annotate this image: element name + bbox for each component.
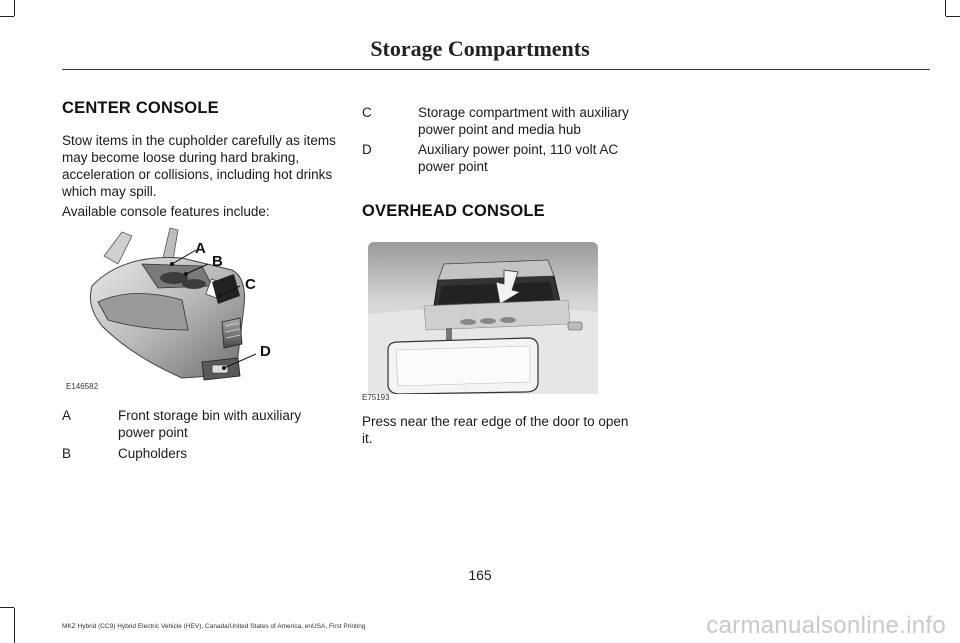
figure-code-e75193: E75193 bbox=[362, 393, 390, 402]
callout-c: C bbox=[245, 276, 256, 293]
crop-mark-bottom-left-v bbox=[14, 608, 15, 643]
page-header-title: Storage Compartments bbox=[370, 36, 590, 61]
crop-mark-top-left-h bbox=[0, 16, 14, 17]
legend-row-b bbox=[62, 445, 342, 462]
figure-code-e146582: E146582 bbox=[66, 382, 99, 391]
legend-row-a bbox=[62, 407, 342, 441]
overhead-console-illustration bbox=[368, 242, 598, 394]
legend-description: Auxiliary power point, 110 volt AC power point bbox=[418, 142, 619, 174]
center-console-heading: CENTER CONSOLE bbox=[62, 99, 219, 117]
crop-mark-top-left-v bbox=[14, 0, 15, 16]
legend-letter: C bbox=[362, 105, 372, 120]
overhead-console-drawing bbox=[368, 242, 598, 394]
watermark-text[interactable]: carmanualsonline.info bbox=[706, 612, 946, 639]
center-console-drawing bbox=[62, 226, 337, 396]
legend-row-d bbox=[362, 141, 642, 175]
crop-mark-top-right-v bbox=[945, 0, 946, 16]
callout-b: B bbox=[212, 253, 223, 270]
header-rule bbox=[62, 69, 930, 70]
crop-mark-bottom-left-h bbox=[0, 607, 14, 608]
overhead-console-paragraph: Press near the rear edge of the door to open it. bbox=[362, 414, 629, 446]
center-console-illustration bbox=[62, 226, 337, 396]
legend-row-c bbox=[362, 104, 642, 138]
callout-a: A bbox=[195, 240, 206, 257]
page-number: 165 bbox=[468, 567, 492, 583]
legend-letter: D bbox=[362, 142, 372, 157]
overhead-console-heading: OVERHEAD CONSOLE bbox=[362, 202, 545, 220]
legend-description: Cupholders bbox=[118, 446, 188, 461]
legend-description: Front storage bin with auxiliary power point bbox=[118, 408, 302, 440]
callout-d: D bbox=[260, 343, 271, 360]
footer-text: MKZ Hybrid (CC9) Hybrid Electric Vehicle (HEV), Canada/United States of America, enUSA, First Printing bbox=[62, 623, 366, 630]
legend-letter: A bbox=[62, 408, 72, 423]
center-console-paragraph-1: Stow items in the cupholder carefully as items may become loose during hard braking, acceleration or collisions, including hot drinks which may spill. bbox=[62, 133, 336, 199]
legend-letter: B bbox=[62, 446, 72, 461]
crop-mark-top-right-h bbox=[946, 16, 960, 17]
legend-description: Storage compartment with auxiliary power point and media hub bbox=[418, 105, 629, 137]
center-console-paragraph-2: Available console features include: bbox=[62, 204, 270, 219]
